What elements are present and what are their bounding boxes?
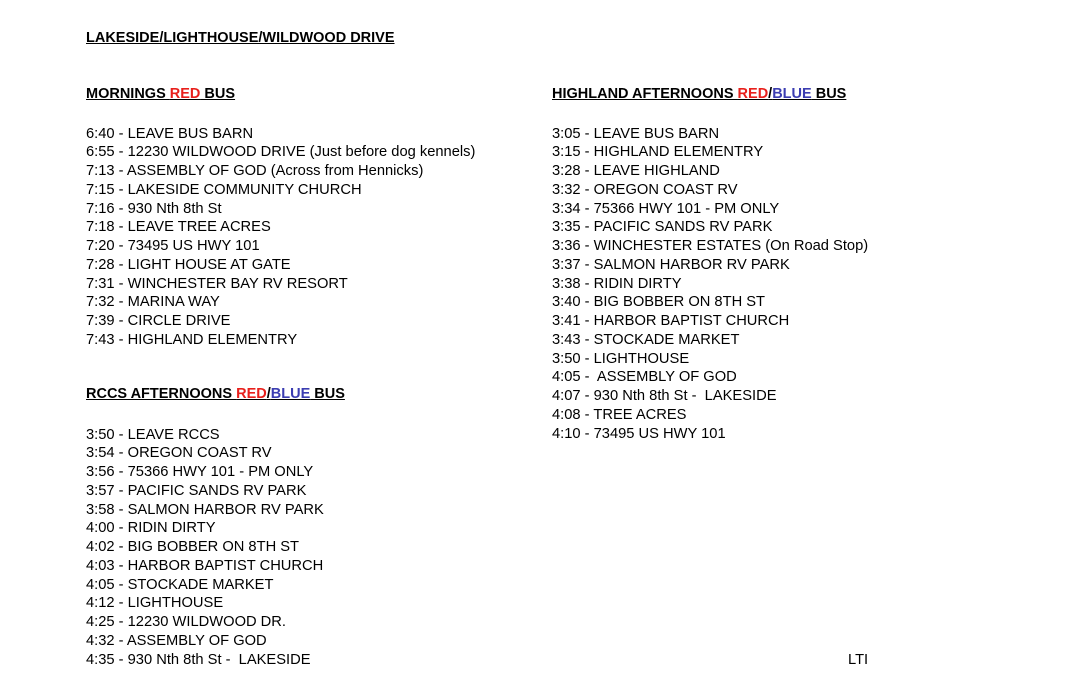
heading-text: HIGHLAND AFTERNOONS bbox=[552, 86, 738, 102]
stop-item: 7:32 - MARINA WAY bbox=[86, 294, 220, 311]
stop-item: 6:55 - 12230 WILDWOOD DRIVE (Just before dog kennels) bbox=[86, 144, 476, 161]
stop-item: 6:40 - LEAVE BUS BARN bbox=[86, 125, 254, 142]
heading-text: BUS bbox=[310, 386, 345, 402]
stop-item: 3:32 - OREGON COAST RV bbox=[552, 181, 738, 198]
heading-slash: / bbox=[266, 386, 271, 402]
stop-item: 3:36 - WINCHESTER ESTATES (On Road Stop) bbox=[552, 238, 869, 254]
highland-afternoons-heading bbox=[552, 86, 846, 102]
stop-item: 7:20 - 73495 US HWY 101 bbox=[86, 238, 260, 254]
stop-item: 3:58 - SALMON HARBOR RV PARK bbox=[86, 501, 324, 518]
stop-item: 3:37 - SALMON HARBOR RV PARK bbox=[552, 256, 790, 273]
stop-item: 4:10 - 73495 US HWY 101 bbox=[552, 425, 726, 442]
red-bus-label: RED bbox=[737, 86, 769, 102]
stop-item: 3:35 - PACIFIC SANDS RV PARK bbox=[552, 219, 773, 236]
heading-text: MORNINGS bbox=[86, 86, 170, 102]
stop-item: 4:32 - ASSEMBLY OF GOD bbox=[86, 632, 267, 649]
blue-bus-label: BLUE bbox=[772, 86, 812, 102]
page-title: LAKESIDE/LIGHTHOUSE/WILDWOOD DRIVE bbox=[86, 30, 395, 46]
heading-text: BUS bbox=[200, 86, 236, 102]
stop-item: 4:08 - TREE ACRES bbox=[552, 406, 687, 423]
stop-item: 7:39 - CIRCLE DRIVE bbox=[86, 313, 231, 329]
mornings-heading bbox=[86, 86, 235, 102]
stop-item: 4:05 - ASSEMBLY OF GOD bbox=[552, 369, 737, 386]
stop-item: 3:54 - OREGON COAST RV bbox=[86, 445, 272, 462]
stop-item: 3:15 - HIGHLAND ELEMENTRY bbox=[552, 144, 764, 161]
stop-item: 4:03 - HARBOR BAPTIST CHURCH bbox=[86, 557, 324, 574]
stop-item: 7:16 - 930 Nth 8th St bbox=[86, 200, 222, 217]
stop-item: 3:50 - LEAVE RCCS bbox=[86, 426, 220, 443]
stop-item: 4:05 - STOCKADE MARKET bbox=[86, 576, 274, 593]
stop-item: 3:34 - 75366 HWY 101 - PM ONLY bbox=[552, 200, 780, 217]
stop-item: 7:13 - ASSEMBLY OF GOD (Across from Hennicks) bbox=[86, 163, 424, 179]
red-bus-label: RED bbox=[169, 86, 201, 102]
stop-item: 4:12 - LIGHTHOUSE bbox=[86, 595, 224, 612]
stop-item: 4:25 - 12230 WILDWOOD DR. bbox=[86, 614, 286, 630]
heading-text: RCCS AFTERNOONS bbox=[86, 386, 237, 402]
stop-item: 3:50 - LIGHTHOUSE bbox=[552, 350, 690, 367]
stop-item: 3:41 - HARBOR BAPTIST CHURCH bbox=[552, 313, 790, 329]
rccs-afternoons-heading bbox=[86, 386, 345, 402]
blue-bus-label: BLUE bbox=[270, 386, 311, 402]
stop-item: 4:07 - 930 Nth 8th St - LAKESIDE bbox=[552, 388, 777, 404]
stop-item: 4:35 - 930 Nth 8th St - LAKESIDE bbox=[86, 651, 311, 668]
stop-item: 3:05 - LEAVE BUS BARN bbox=[552, 125, 720, 142]
rccs-afternoons-stop-list bbox=[86, 426, 324, 670]
mornings-stop-list bbox=[86, 125, 475, 350]
stop-item: 3:56 - 75366 HWY 101 - PM ONLY bbox=[86, 464, 314, 480]
footer-label: LTI bbox=[848, 652, 869, 668]
stop-item: 7:18 - LEAVE TREE ACRES bbox=[86, 219, 271, 236]
stop-item: 7:15 - LAKESIDE COMMUNITY CHURCH bbox=[86, 181, 362, 198]
highland-afternoons-stop-list bbox=[552, 125, 868, 444]
heading-text: BUS bbox=[811, 86, 847, 102]
stop-item: 3:40 - BIG BOBBER ON 8TH ST bbox=[552, 294, 766, 311]
stop-item: 7:43 - HIGHLAND ELEMENTRY bbox=[86, 331, 298, 348]
stop-item: 3:38 - RIDIN DIRTY bbox=[552, 275, 682, 292]
heading-slash: / bbox=[768, 86, 773, 102]
stop-item: 3:57 - PACIFIC SANDS RV PARK bbox=[86, 482, 307, 499]
stop-item: 7:28 - LIGHT HOUSE AT GATE bbox=[86, 256, 291, 273]
red-bus-label: RED bbox=[236, 386, 267, 402]
stop-item: 3:43 - STOCKADE MARKET bbox=[552, 331, 740, 348]
stop-item: 4:00 - RIDIN DIRTY bbox=[86, 520, 216, 537]
stop-item: 7:31 - WINCHESTER BAY RV RESORT bbox=[86, 275, 348, 292]
stop-item: 3:28 - LEAVE HIGHLAND bbox=[552, 163, 720, 179]
stop-item: 4:02 - BIG BOBBER ON 8TH ST bbox=[86, 539, 300, 555]
